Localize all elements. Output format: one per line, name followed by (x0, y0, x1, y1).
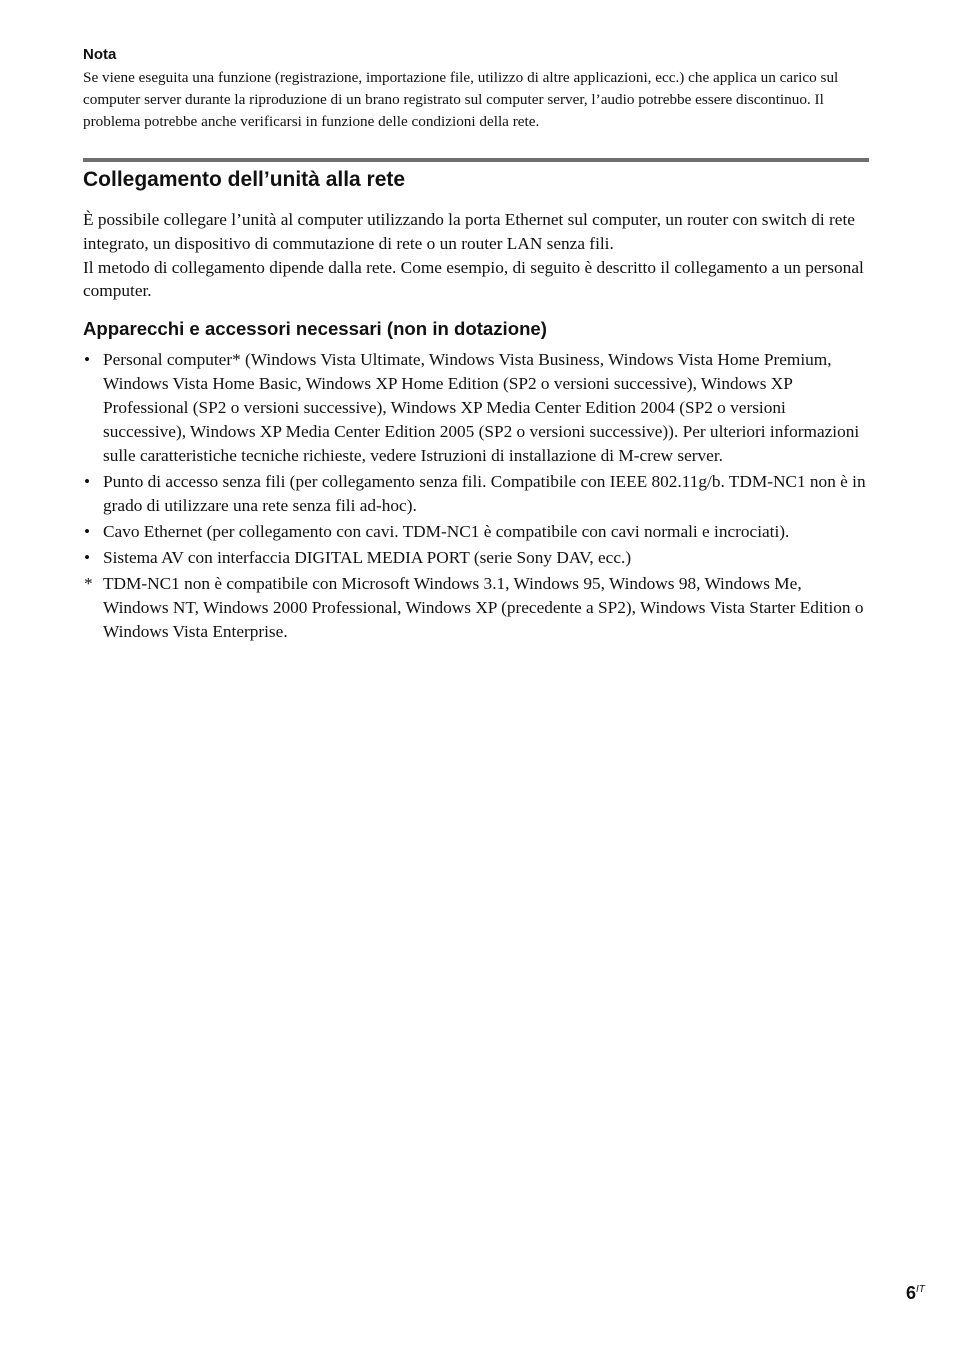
list-item-text: Sistema AV con interfaccia DIGITAL MEDIA PORT (serie Sony DAV, ecc.) (103, 548, 632, 567)
footnote-marker: * (84, 574, 93, 593)
list-item (83, 470, 870, 518)
page-number-value: 6 (906, 1283, 917, 1303)
list-item (83, 520, 870, 544)
footnote-item (83, 572, 870, 644)
list-item (83, 546, 870, 570)
section-title: Collegamento dell’unità alla rete (83, 168, 406, 191)
bullet-marker: • (84, 522, 91, 541)
list-item-text: Personal computer* (Windows Vista Ultimate, Windows Vista Business, Windows Vista Home Premium, Windows Vista Home Basic, Windows XP Home Edition (SP2 o versioni successive), Windows XP Professional (SP2 o versioni successive), Windows XP Media Center Edition 2004 (SP2 o versioni successive), Windows XP Media Center Edition 2005 (SP2 o versioni successive)). Per ulteriori informazioni sulle caratteristiche tecniche richieste, vedere Istruzioni di installazione di M-crew server. (103, 350, 860, 465)
intro-paragraph: È possibile collegare l’unità al computer utilizzando la porta Ethernet sul computer, un router con switch di rete integrato, un dispositivo di commutazione di rete o un router LAN senza fili. (83, 210, 855, 253)
bullet-marker: • (84, 350, 91, 369)
bullet-marker: • (84, 548, 91, 567)
section-intro (83, 208, 870, 303)
note-title: Nota (83, 46, 117, 63)
list-item-text: Punto di accesso senza fili (per collegamento senza fili. Compatibile con IEEE 802.11g/b. TDM-NC1 non è in grado di utilizzare una rete senza fili ad-hoc). (103, 472, 866, 515)
bullet-marker: • (84, 472, 91, 491)
list-item-text: Cavo Ethernet (per collegamento con cavi. TDM-NC1 è compatibile con cavi normali e incrociati). (103, 522, 790, 541)
section-divider (83, 158, 869, 162)
requirements-title: Apparecchi e accessori necessari (non in dotazione) (83, 318, 547, 339)
page-number (906, 1282, 925, 1304)
page-language-code: IT (916, 1284, 925, 1295)
note-text: Se viene eseguita una funzione (registrazione, importazione file, utilizzo di altre applicazioni, ecc.) che applica un carico sul computer server durante la riproduzione di un brano registrato sul computer server, l’audio potrebbe essere discontinuo. Il problema potrebbe anche verificarsi in funzione delle condizioni della rete. (83, 69, 839, 130)
requirements-list (83, 348, 870, 646)
list-item (83, 348, 870, 468)
intro-paragraph: Il metodo di collegamento dipende dalla rete. Come esempio, di seguito è descritto il collegamento a un personal computer. (83, 257, 864, 301)
footnote-text: TDM-NC1 non è compatibile con Microsoft Windows 3.1, Windows 95, Windows 98, Windows Me, Windows NT, Windows 2000 Professional, Windows XP (precedente a SP2), Windows Vista Starter Edition o Windows Vista Enterprise. (103, 574, 864, 641)
